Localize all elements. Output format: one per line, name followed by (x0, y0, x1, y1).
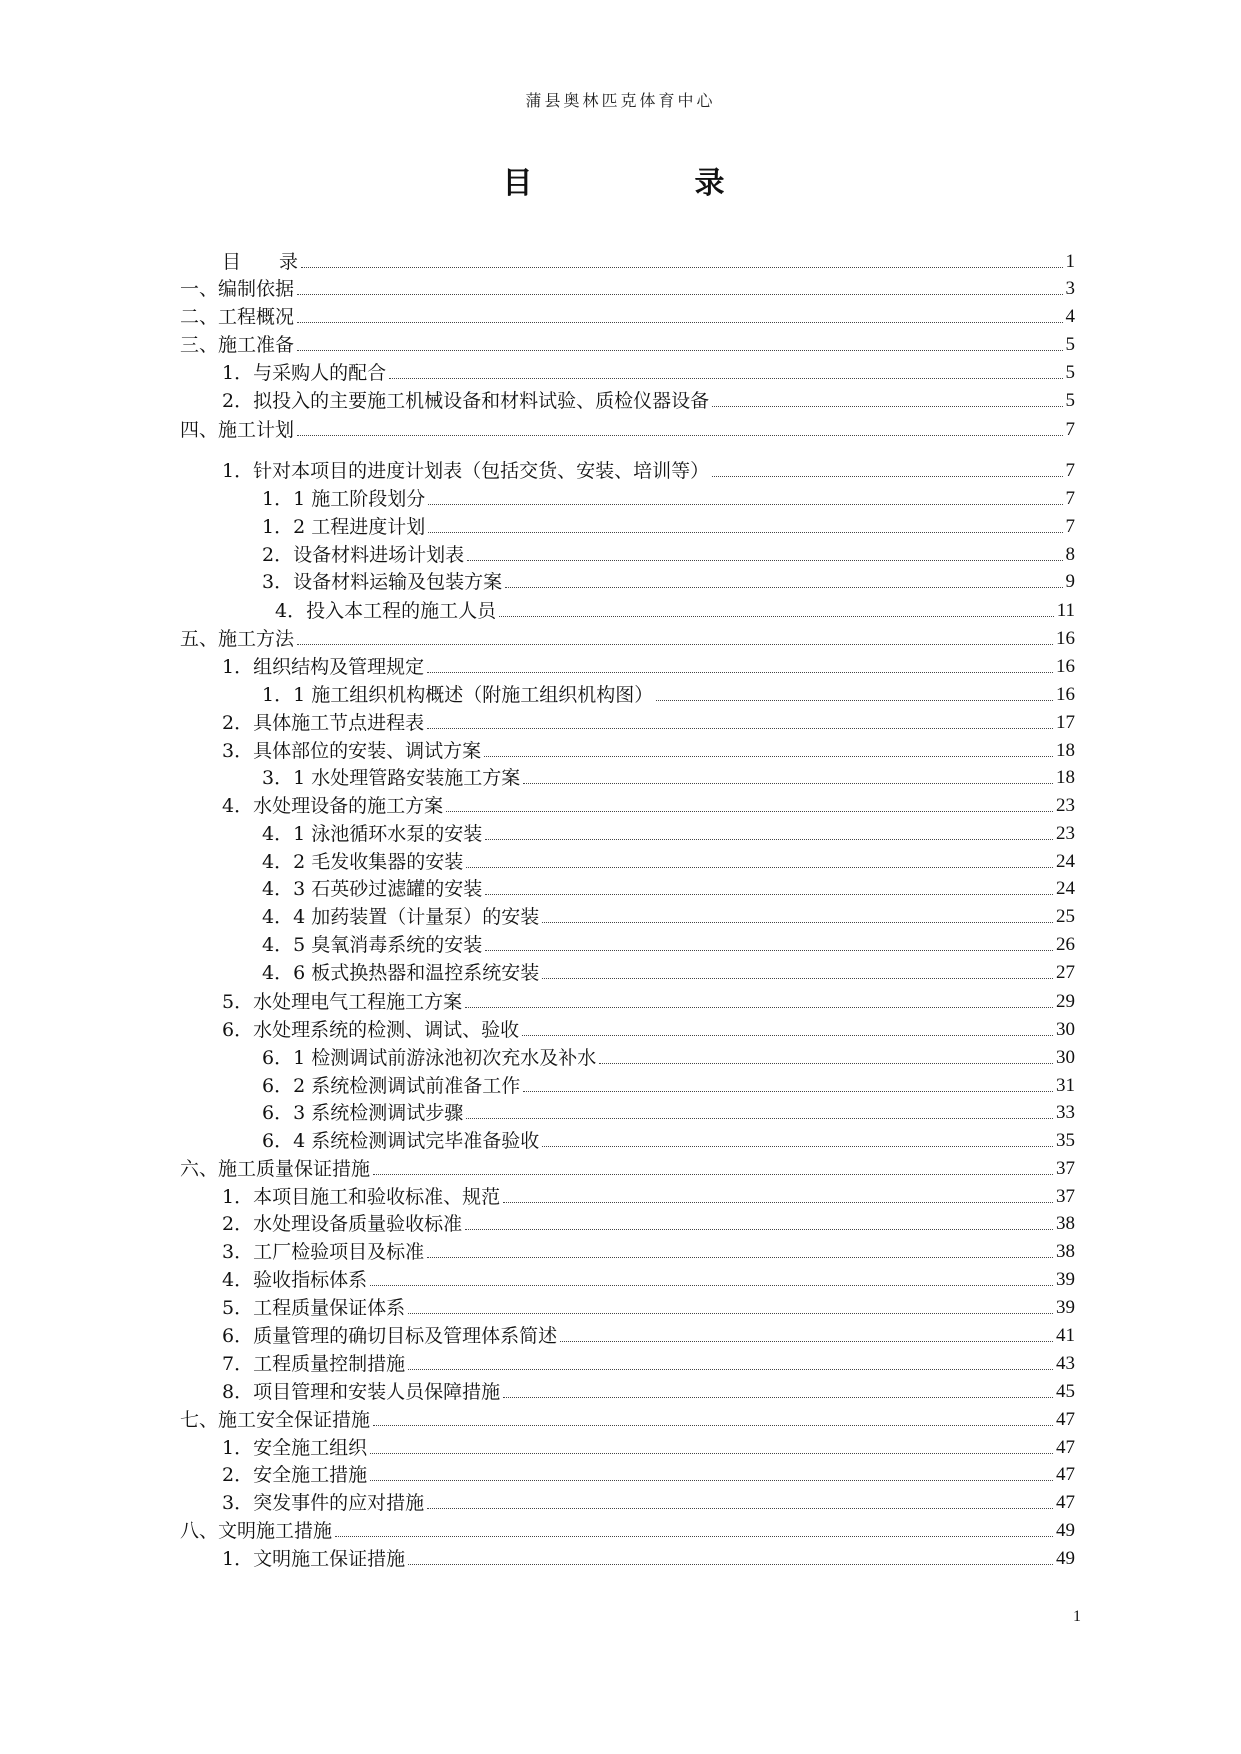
toc-entry-label: 一、编制依据 (180, 278, 295, 300)
toc-entry-page: 7 (1065, 419, 1075, 440)
toc-entry[interactable] (262, 511, 1075, 539)
toc-dot-leader (408, 1313, 1053, 1314)
toc-entry-label: 6．2 系统检测调试前准备工作 (262, 1075, 521, 1097)
toc-entry[interactable] (180, 1515, 1075, 1543)
toc-entry-label: 4．6 板式换热器和温控系统安装 (262, 962, 540, 984)
toc-entry-page: 7 (1065, 516, 1075, 537)
toc-entry-page: 8 (1065, 544, 1075, 565)
toc-entry-page: 1 (1065, 251, 1075, 272)
toc-entry-label: 1．组织结构及管理规定 (222, 656, 425, 678)
toc-entry[interactable] (222, 735, 1075, 763)
toc-entry-page: 33 (1056, 1102, 1075, 1123)
toc-entry-label: 4．2 毛发收集器的安装 (262, 851, 464, 873)
toc-entry-label: 3．1 水处理管路安装施工方案 (262, 767, 521, 789)
toc-entry-label: 四、施工计划 (180, 419, 295, 441)
toc-dot-leader (297, 435, 1062, 436)
toc-entry-page: 3 (1065, 278, 1075, 299)
toc-entry-label: 4．投入本工程的施工人员 (275, 600, 497, 622)
toc-entry[interactable] (222, 1292, 1075, 1320)
toc-entry-page: 47 (1056, 1492, 1075, 1513)
toc-entry[interactable] (180, 623, 1075, 651)
toc-entry-page: 49 (1056, 1548, 1075, 1569)
toc-entry-page: 47 (1056, 1437, 1075, 1458)
toc-dot-leader (522, 1035, 1053, 1036)
toc-entry[interactable] (222, 1543, 1075, 1571)
toc-dot-leader (427, 1508, 1053, 1509)
toc-entry[interactable] (262, 929, 1075, 957)
toc-entry-page: 37 (1056, 1186, 1075, 1207)
toc-entry-label: 3．具体部位的安装、调试方案 (222, 740, 482, 762)
toc-dot-leader (485, 950, 1053, 951)
toc-entry[interactable] (222, 651, 1075, 679)
toc-entry-label: 3．突发事件的应对措施 (222, 1492, 425, 1514)
toc-entry-label: 2．水处理设备质量验收标准 (222, 1213, 463, 1235)
toc-entry[interactable] (180, 414, 1075, 442)
toc-entry[interactable] (222, 707, 1075, 735)
toc-entry[interactable] (222, 1459, 1075, 1487)
toc-entry-page: 35 (1056, 1130, 1075, 1151)
toc-entry-label: 2．设备材料进场计划表 (262, 544, 465, 566)
toc-dot-leader (503, 1397, 1053, 1398)
toc-entry[interactable] (262, 539, 1075, 567)
toc-dot-leader (297, 294, 1062, 295)
toc-dot-leader (505, 587, 1062, 588)
toc-entry[interactable] (262, 679, 1075, 707)
toc-dot-leader (301, 267, 1062, 268)
toc-entry-label: 二、工程概况 (180, 306, 295, 328)
toc-entry-label: 六、施工质量保证措施 (180, 1158, 371, 1180)
toc-entry[interactable] (262, 762, 1075, 790)
toc-entry-page: 11 (1056, 600, 1075, 621)
toc-entry-page: 38 (1056, 1241, 1075, 1262)
toc-entry-label: 3．设备材料运输及包装方案 (262, 571, 503, 593)
toc-entry-label: 6．质量管理的确切目标及管理体系简述 (222, 1325, 558, 1347)
toc-dot-leader (466, 1118, 1053, 1119)
toc-dot-leader (370, 1453, 1053, 1454)
toc-dot-leader (370, 1480, 1053, 1481)
toc-entry[interactable] (262, 1042, 1075, 1070)
toc-entry[interactable] (180, 1153, 1075, 1181)
toc-entry-page: 24 (1056, 851, 1075, 872)
toc-entry-page: 47 (1056, 1409, 1075, 1430)
toc-entry-page: 5 (1065, 390, 1075, 411)
toc-entry[interactable] (222, 357, 1075, 385)
toc-dot-leader (485, 839, 1053, 840)
toc-entry[interactable] (222, 1181, 1075, 1209)
toc-entry-page: 17 (1056, 712, 1075, 733)
toc-dot-leader (465, 1007, 1053, 1008)
toc-entry-page: 23 (1056, 795, 1075, 816)
toc-entry-page: 26 (1056, 934, 1075, 955)
toc-entry-page: 29 (1056, 991, 1075, 1012)
toc-dot-leader (485, 894, 1053, 895)
toc-entry-label: 1．1 施工组织机构概述（附施工组织机构图） (262, 684, 654, 706)
toc-entry[interactable] (222, 1348, 1075, 1376)
toc-entry-label: 2．安全施工措施 (222, 1464, 368, 1486)
toc-entry-label: 6．3 系统检测调试步骤 (262, 1102, 464, 1124)
toc-entry-page: 7 (1065, 460, 1075, 481)
toc-entry-label: 1．文明施工保证措施 (222, 1548, 406, 1570)
toc-entry[interactable] (222, 986, 1075, 1014)
toc-dot-leader (297, 322, 1062, 323)
toc-entry-page: 38 (1056, 1213, 1075, 1234)
toc-entry[interactable] (222, 1376, 1075, 1404)
toc-entry-label: 七、施工安全保证措施 (180, 1409, 371, 1431)
toc-entry[interactable] (262, 1125, 1075, 1153)
toc-dot-leader (446, 811, 1053, 812)
toc-entry-label: 6．1 检测调试前游泳池初次充水及补水 (262, 1047, 597, 1069)
toc-dot-leader (542, 1146, 1053, 1147)
toc-entry-page: 25 (1056, 906, 1075, 927)
toc-entry-label: 1．针对本项目的进度计划表（包括交货、安装、培训等） (222, 460, 710, 482)
toc-entry-label: 三、施工准备 (180, 334, 295, 356)
toc-entry-page: 5 (1065, 334, 1075, 355)
toc-dot-leader (523, 783, 1053, 784)
toc-entry[interactable] (262, 846, 1075, 874)
toc-dot-leader (542, 978, 1053, 979)
toc-entry[interactable] (262, 483, 1075, 511)
toc-entry-page: 30 (1056, 1019, 1075, 1040)
toc-entry[interactable] (262, 818, 1075, 846)
toc-dot-leader (656, 700, 1053, 701)
toc-entry[interactable] (262, 957, 1075, 985)
toc-entry-label: 6．4 系统检测调试完毕准备验收 (262, 1130, 540, 1152)
toc-entry-label: 目 录 (222, 251, 299, 273)
toc-entry[interactable] (262, 873, 1075, 901)
toc-entry[interactable] (222, 1236, 1075, 1264)
toc-entry-page: 23 (1056, 823, 1075, 844)
toc-dot-leader (499, 616, 1054, 617)
toc-entry[interactable] (222, 1487, 1075, 1515)
toc-entry-page: 49 (1056, 1520, 1075, 1541)
page-title: 目 录 (502, 166, 759, 201)
toc-dot-leader (712, 406, 1062, 407)
toc-entry-label: 1．2 工程进度计划 (262, 516, 426, 538)
toc-dot-leader (465, 1229, 1053, 1230)
toc-entry-label: 5．水处理电气工程施工方案 (222, 991, 463, 1013)
toc-dot-leader (523, 1091, 1053, 1092)
toc-dot-leader (427, 728, 1053, 729)
toc-entry[interactable] (222, 1208, 1075, 1236)
toc-entry[interactable] (222, 455, 1075, 483)
toc-entry-page: 39 (1056, 1269, 1075, 1290)
toc-dot-leader (712, 476, 1062, 477)
toc-entry-label: 4．5 臭氧消毒系统的安装 (262, 934, 483, 956)
toc-entry[interactable] (222, 1432, 1075, 1460)
toc-entry-page: 45 (1056, 1381, 1075, 1402)
toc-entry-page: 31 (1056, 1075, 1075, 1096)
toc-entry-label: 1．本项目施工和验收标准、规范 (222, 1186, 501, 1208)
toc-entry-page: 16 (1056, 656, 1075, 677)
toc-entry-label: 4．4 加药装置（计量泵）的安装 (262, 906, 540, 928)
toc-entry-label: 1．1 施工阶段划分 (262, 488, 426, 510)
toc-dot-leader (370, 1285, 1053, 1286)
toc-entry-page: 18 (1056, 767, 1075, 788)
toc-dot-leader (503, 1202, 1053, 1203)
toc-dot-leader (428, 532, 1062, 533)
toc-entry-page: 4 (1065, 306, 1075, 327)
toc-entry[interactable] (222, 385, 1075, 413)
toc-dot-leader (428, 504, 1062, 505)
toc-dot-leader (599, 1063, 1053, 1064)
toc-entry[interactable] (180, 273, 1075, 301)
toc-entry-label: 7．工程质量控制措施 (222, 1353, 406, 1375)
toc-dot-leader (542, 922, 1053, 923)
toc-entry[interactable] (222, 1014, 1075, 1042)
toc-dot-leader (373, 1425, 1053, 1426)
toc-entry-page: 41 (1056, 1325, 1075, 1346)
toc-entry-label: 1．与采购人的配合 (222, 362, 387, 384)
toc-dot-leader (560, 1341, 1053, 1342)
toc-entry-page: 24 (1056, 878, 1075, 899)
toc-entry-page: 47 (1056, 1464, 1075, 1485)
toc-entry[interactable] (262, 566, 1075, 594)
toc-entry-label: 4．1 泳池循环水泵的安装 (262, 823, 483, 845)
toc-dot-leader (466, 867, 1053, 868)
toc-entry-label: 1．安全施工组织 (222, 1437, 368, 1459)
toc-entry[interactable] (262, 1070, 1075, 1098)
toc-dot-leader (373, 1174, 1053, 1175)
toc-entry[interactable] (222, 246, 1075, 274)
toc-entry[interactable] (222, 790, 1075, 818)
toc-entry-page: 37 (1056, 1158, 1075, 1179)
toc-entry-label: 2．具体施工节点进程表 (222, 712, 425, 734)
toc-entry-page: 7 (1065, 488, 1075, 509)
page-number: 1 (1073, 1608, 1081, 1625)
toc-dot-leader (484, 756, 1053, 757)
toc-entry-label: 5．工程质量保证体系 (222, 1297, 406, 1319)
toc-entry-label: 4．验收指标体系 (222, 1269, 368, 1291)
toc-dot-leader (408, 1369, 1053, 1370)
toc-entry[interactable] (222, 1320, 1075, 1348)
toc-entry-label: 8．项目管理和安装人员保障措施 (222, 1381, 501, 1403)
toc-entry[interactable] (275, 595, 1075, 623)
toc-dot-leader (297, 350, 1062, 351)
toc-entry[interactable] (222, 1264, 1075, 1292)
toc-dot-leader (408, 1564, 1053, 1565)
toc-entry-page: 39 (1056, 1297, 1075, 1318)
toc-entry[interactable] (180, 1404, 1075, 1432)
toc-entry-label: 6．水处理系统的检测、调试、验收 (222, 1019, 520, 1041)
toc-dot-leader (335, 1536, 1053, 1537)
toc-entry[interactable] (262, 1097, 1075, 1125)
toc-entry-page: 9 (1065, 571, 1075, 592)
toc-dot-leader (467, 560, 1062, 561)
toc-entry-label: 3．工厂检验项目及标准 (222, 1241, 425, 1263)
toc-entry-page: 43 (1056, 1353, 1075, 1374)
toc-entry[interactable] (180, 329, 1075, 357)
toc-entry-label: 五、施工方法 (180, 628, 295, 650)
toc-entry-page: 18 (1056, 740, 1075, 761)
toc-entry[interactable] (180, 301, 1075, 329)
toc-dot-leader (297, 644, 1053, 645)
toc-dot-leader (427, 672, 1053, 673)
toc-dot-leader (427, 1257, 1053, 1258)
toc-entry-page: 16 (1056, 684, 1075, 705)
toc-entry-label: 八、文明施工措施 (180, 1520, 333, 1542)
toc-entry[interactable] (262, 901, 1075, 929)
toc-dot-leader (389, 378, 1062, 379)
toc-entry-page: 30 (1056, 1047, 1075, 1068)
toc-entry-page: 27 (1056, 962, 1075, 983)
toc-entry-label: 2．拟投入的主要施工机械设备和材料试验、质检仪器设备 (222, 390, 710, 412)
toc-entry-page: 16 (1056, 628, 1075, 649)
toc-entry-page: 5 (1065, 362, 1075, 383)
page-header: 蒲县奥林匹克体育中心 (525, 91, 716, 110)
toc-entry-label: 4．3 石英砂过滤罐的安装 (262, 878, 483, 900)
toc-entry-label: 4．水处理设备的施工方案 (222, 795, 444, 817)
